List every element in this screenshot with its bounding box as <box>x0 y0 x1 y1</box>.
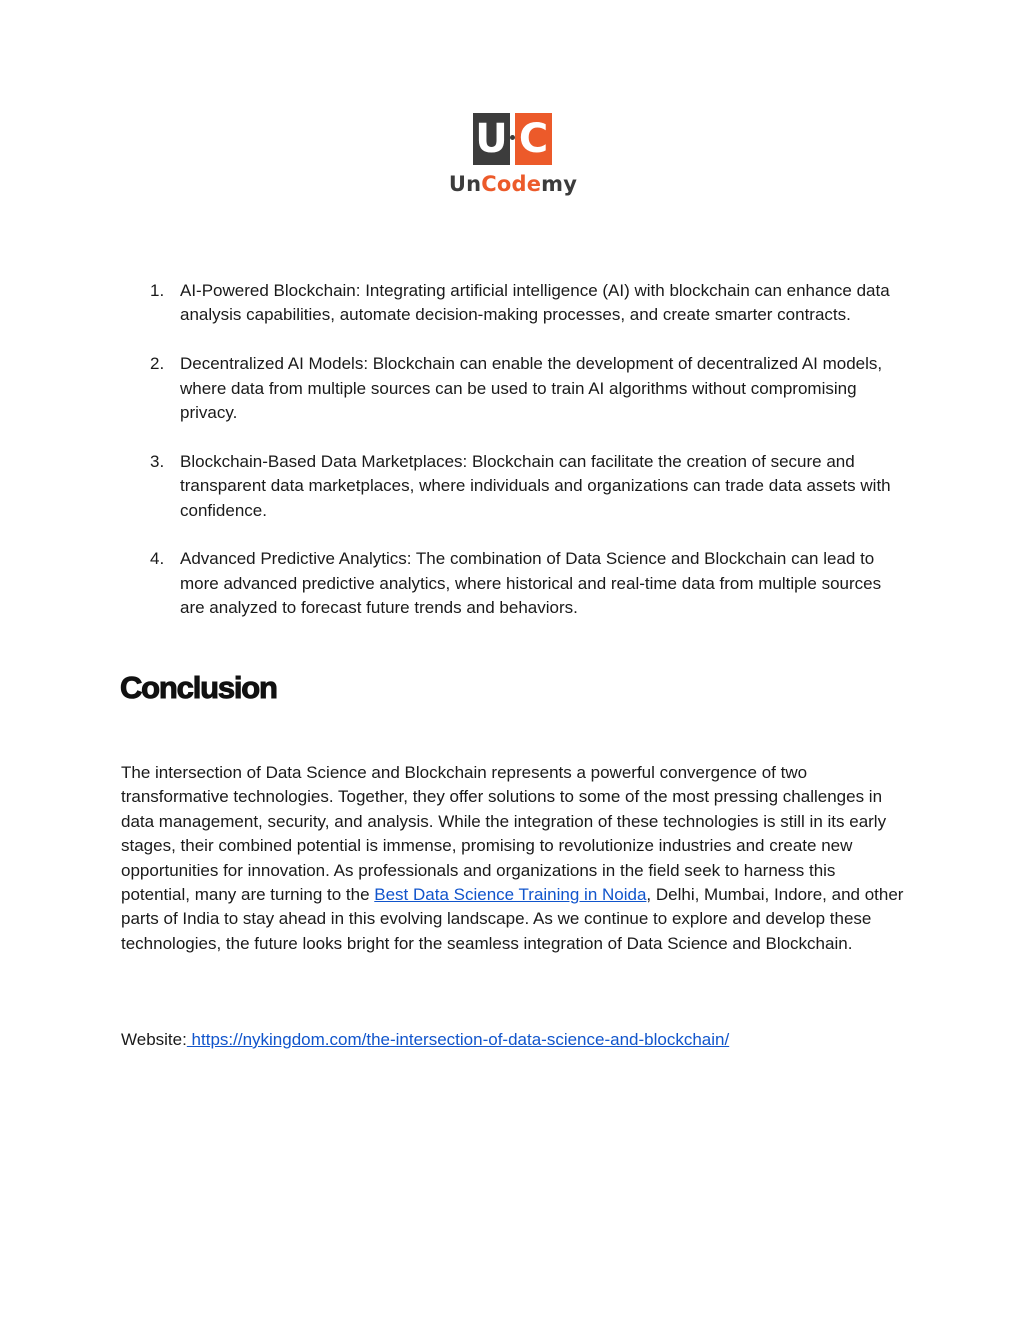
website-link[interactable]: https://nykingdom.com/the-intersection-of-data-science-and-blockchain/ <box>186 1030 730 1049</box>
logo-word-part1: Un <box>448 172 482 196</box>
list-item-number: 3. <box>150 451 165 471</box>
list-item-number: 2. <box>150 354 165 374</box>
list-item-number: 1. <box>150 281 165 300</box>
conclusion-heading: Conclusion <box>120 670 277 705</box>
conclusion-text-after-link: , Delhi, Mumbai, Indore, and other parts of India to stay ahead in this evolving landscape. As we continue to explore and develop these technologies, the future looks bright for the seamless integration of Data Science and Blockchain. <box>121 885 904 953</box>
training-link[interactable]: Best Data Science Training in Noida <box>374 885 647 905</box>
list-item <box>121 547 901 620</box>
logo-letter-u: U <box>475 116 508 162</box>
logo-word-part2: Code <box>481 172 542 196</box>
logo-mark <box>473 113 553 165</box>
website-line <box>121 1028 729 1052</box>
conclusion-text-before-link: The intersection of Data Science and Blockchain represents a powerful convergence of two transformative technologies. Together, they offer solutions to some of the most pressing challenges in data management, security, and analysis. While the integration of these technologies is still in its early stages, their combined potential is immense, promising to revolutionize industries and create new opportunities for innovation. As professionals and organizations in the field seek to harness this potential, many are turning to the <box>121 763 887 905</box>
list-item-number: 4. <box>150 549 165 569</box>
list-item-text: Advanced Predictive Analytics: The combination of Data Science and Blockchain can lead to more advanced predictive analytics, where historical and real-time data from multiple sources are analyzed to forecast future trends and behaviors. <box>180 549 882 618</box>
list-item-text: AI-Powered Blockchain: Integrating artificial intelligence (AI) with blockchain can enhance data analysis capabilities, automate decision-making processes, and create smarter contracts. <box>180 281 890 325</box>
logo-block-dark <box>473 113 510 165</box>
logo-wordmark <box>445 171 581 197</box>
list-item <box>121 450 901 523</box>
list-item-text: Blockchain-Based Data Marketplaces: Blockchain can facilitate the creation of secure and transparent data marketplaces, where individuals and organizations can trade data assets with confidence. <box>180 451 891 520</box>
list-item <box>121 352 901 425</box>
logo-letter-c: C <box>518 116 549 162</box>
list-item-text: Decentralized AI Models: Blockchain can enable the development of decentralized AI models, where data from multiple sources can be used to train AI algorithms without compromising privacy. <box>180 354 883 423</box>
logo-block-orange <box>515 113 552 165</box>
conclusion-paragraph <box>121 761 906 956</box>
list-item <box>121 279 901 328</box>
trend-list <box>121 279 901 621</box>
website-label: Website: <box>121 1030 187 1049</box>
uncodemy-logo <box>445 113 581 199</box>
logo-word-part3: my <box>541 172 578 196</box>
